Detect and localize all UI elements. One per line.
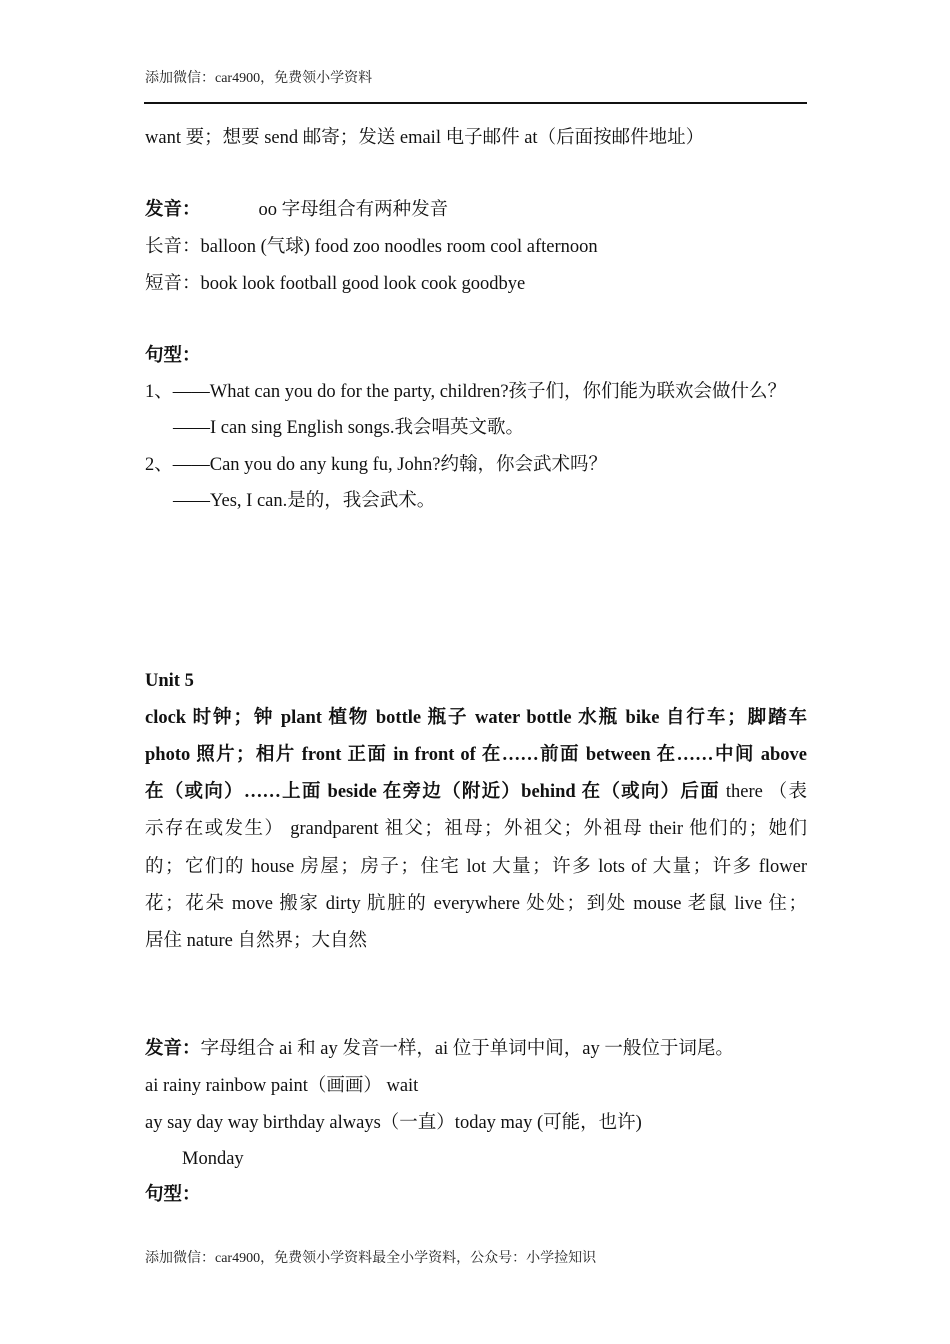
pronunciation-label: 发音： [145, 200, 201, 220]
pronunciation-ai-ay-heading [145, 1037, 734, 1061]
pronunciation-desc-2: 字母组合 ai 和 ay 发音一样，ai 位于单词中间，ay 一般位于词尾。 [200, 1039, 734, 1059]
long-sound-line: 长音：balloon (气球) food zoo noodles room cool afternoon [145, 237, 598, 257]
unit5-vocab-line-1: clock 时钟；钟 plant 植物 bottle 瓶子 water bottle 水瓶 bike 自行车；脚踏车 [145, 708, 807, 728]
header-divider [144, 102, 807, 104]
sentence-pattern-heading: 句型： [145, 346, 201, 366]
unit5-vocab-line-6: 花；花朵 move 搬家 dirty 肮脏的 everywhere 处处；到处 mouse 老鼠 live 住； [145, 894, 807, 914]
unit5-vocab-line-3-rest: there （表 [719, 782, 807, 802]
sentence-q2: 2、——Can you do any kung fu, John?约翰，你会武术吗？ [145, 455, 607, 475]
ai-words-line: ai rainy rainbow paint（画画） wait [145, 1076, 419, 1096]
ay-words-line-2: Monday [182, 1149, 244, 1169]
ay-words-line: ay say day way birthday always（一直）today may (可能，也许) [145, 1113, 642, 1133]
sentence-q1: 1、——What can you do for the party, children?孩子们，你们能为联欢会做什么？ [145, 382, 787, 402]
unit5-vocab-line-3 [145, 780, 807, 804]
unit5-vocab-line-5: 的；它们的 house 房屋；房子；住宅 lot 大量；许多 lots of 大量；许多 flower [145, 857, 807, 877]
pronunciation-oo-heading [145, 198, 448, 222]
sentence-a2: ——Yes, I can.是的，我会武术。 [173, 491, 436, 511]
short-sound-line: 短音：book look football good look cook goodbye [145, 274, 526, 294]
pronunciation-desc: oo 字母组合有两种发音 [258, 200, 449, 220]
unit5-vocab-line-3-bold: 在（或向）……上面 beside 在旁边（附近）behind 在（或向）后面 [145, 782, 720, 802]
vocab-line-want: want 要；想要 send 邮寄；发送 email 电子邮件 at（后面按邮件地址） [145, 128, 705, 148]
unit5-vocab-line-4: 示存在或发生） grandparent 祖父；祖母；外祖父；外祖母 their 他们的；她们 [145, 819, 807, 839]
sentence-a1: ——I can sing English songs.我会唱英文歌。 [173, 418, 524, 438]
sentence-pattern-heading-2: 句型： [145, 1185, 201, 1205]
page-footer: 添加微信：car4900，免费领小学资料最全小学资料，公众号：小学捡知识 [145, 1251, 597, 1266]
pronunciation-label-2: 发音： [145, 1039, 201, 1059]
unit5-vocab-line-7: 居住 nature 自然界；大自然 [145, 931, 367, 951]
unit5-vocab-line-2: photo 照片；相片 front 正面 in front of 在……前面 between 在……中间 above [145, 745, 807, 765]
page-header: 添加微信：car4900，免费领小学资料 [145, 71, 373, 86]
unit5-title: Unit 5 [145, 671, 194, 691]
